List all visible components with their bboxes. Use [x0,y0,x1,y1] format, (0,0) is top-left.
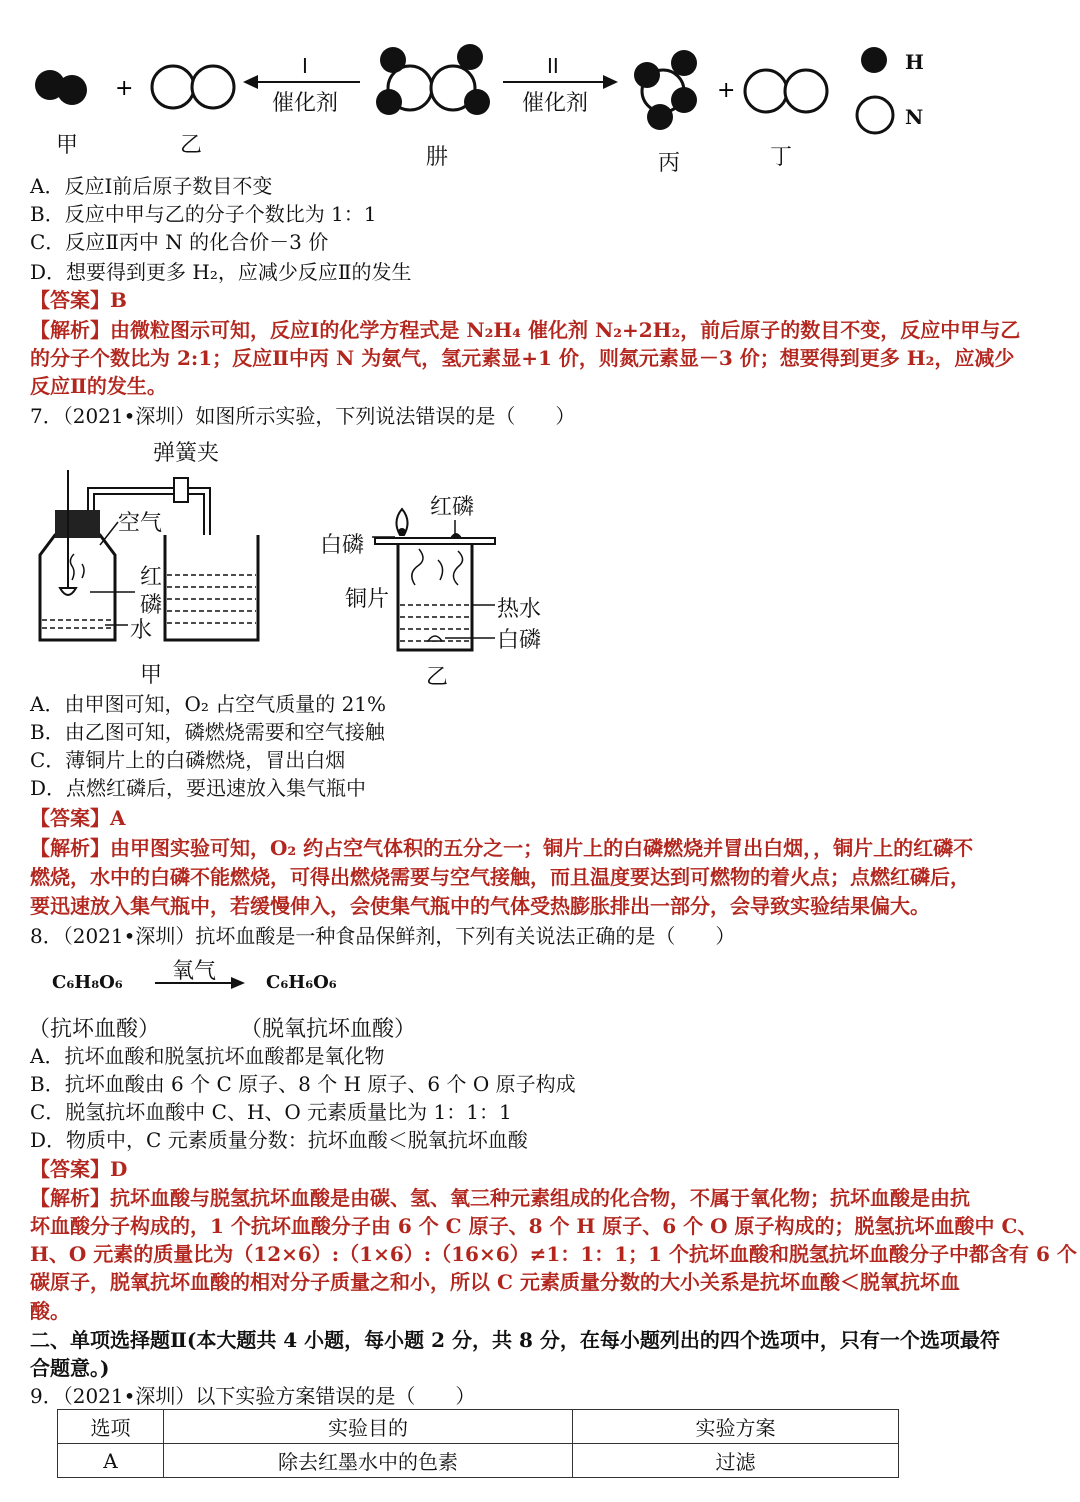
legend-n-label: N [905,105,924,129]
q7-analysis-line-2: 燃烧，水中的白磷不能燃烧，可得出燃烧需要与空气接触，而且温度要达到可燃物的着火点；点燃红磷后， [30,865,970,889]
label-hot-water: 热水 [497,597,542,622]
label-red-p-1: 红 [140,565,163,590]
q6-analysis-line-2: 的分子个数比为 2:1；反应Ⅱ中丙 N 为氨气，氢元素显+1 价，则氮元素显－3 价；想要得到更多 H₂，应减少 [30,346,1015,370]
label-copper: 铜片 [345,587,390,612]
q6-option-d: D．想要得到更多 H₂，应减少反应Ⅱ的发生 [30,260,412,284]
arrow2-roman: II [547,54,559,78]
label-red-p-2: 磷 [140,593,163,618]
legend-h-label: H [905,50,924,74]
molecule-yi [152,66,234,108]
cell-option: A [58,1444,164,1478]
q6-analysis-line-3: 反应Ⅱ的发生。 [30,374,167,398]
header-option: 选项 [58,1410,164,1444]
q7-stem: 7．（2021•深圳）如图所示实验，下列说法错误的是（ ） [30,404,576,428]
label-yi: 乙 [180,133,203,158]
table-row [58,1444,899,1478]
cell-purpose: 除去红墨水中的色素 [164,1444,573,1478]
cell-method: 过滤 [573,1444,899,1478]
label-jing: 肼 [426,145,449,170]
q6-analysis-line-1: 【解析】由微粒图示可知，反应Ⅰ的化学方程式是 N₂H₄ 催化剂 N₂+2H₂，前后原子的数目不变，反应中甲与乙 [30,318,1021,342]
header-method: 实验方案 [573,1410,899,1444]
label-clamp: 弹簧夹 [153,441,220,466]
q8-analysis-line-5: 酸。 [30,1299,70,1323]
q7-analysis-line-1: 【解析】由甲图实验可知，O₂ 约占空气体积的五分之一；铜片上的白磷燃烧并冒出白烟，，铜片上的红磷不 [30,836,974,860]
q6-option-c: C．反应Ⅱ丙中 N 的化合价－3 价 [30,230,329,254]
molecule-ding [745,70,827,112]
section2-heading-line-1: 二、单项选择题Ⅱ(本大题共 4 小题，每小题 2 分，共 8 分，在每小题列出的四个选项中，只有一个选项最符 [30,1328,1000,1352]
molecule-bing [634,50,697,130]
q8-analysis-line-3: H、O 元素的质量比为（12×6）:（1×6）:（16×6）≠1：1：1；1 个抗坏血酸和脱氢抗坏血酸分子中都含有 6 个 [30,1242,1077,1266]
section2-heading-line-2: 合题意。) [30,1356,110,1380]
q7-option-a: A．由甲图可知，O₂ 占空气质量的 21% [30,692,387,716]
q6-option-b: B．反应中甲与乙的分子个数比为 1：1 [30,202,377,226]
formula-dehydroascorbic: C₆H₆O₆ [266,972,337,993]
label-water: 水 [130,618,153,643]
label-ding: 丁 [770,145,793,170]
molecule-jing [376,44,490,115]
q8-analysis-line-2: 坏血酸分子构成的，1 个抗坏血酸分子由 6 个 C 原子、8 个 H 原子、6 个 O 原子构成的；脱氢抗坏血酸中 C、 [30,1214,1038,1238]
arrow1-catalyst: 催化剂 [272,91,339,116]
arrow-oxygen-label: 氧气 [172,959,217,984]
q7-option-c: C．薄铜片上的白磷燃烧，冒出白烟 [30,748,346,772]
plus-sign-2: + [717,78,736,103]
label-white-p-bottom: 白磷 [497,628,542,653]
arrow1-roman: I [302,54,308,78]
label-fig-jia: 甲 [140,663,163,688]
plus-sign-1: + [115,76,134,101]
name-ascorbic: （抗坏血酸） [28,1017,161,1042]
formula-ascorbic: C₆H₈O₆ [52,972,123,993]
label-red-p: 红磷 [430,495,475,520]
q7-answer: 【答案】A [30,806,126,830]
q6-answer: 【答案】B [30,288,127,312]
legend-h-atom-icon [861,47,887,73]
q9-stem: 9．（2021•深圳）以下实验方案错误的是（ ） [30,1384,476,1408]
q6-option-a: A．反应Ⅰ前后原子数目不变 [30,174,273,198]
q8-option-a: A．抗坏血酸和脱氢抗坏血酸都是氧化物 [30,1044,385,1068]
name-dehydroascorbic: （脱氧抗坏血酸） [240,1017,417,1042]
legend-n-atom-icon [857,97,893,133]
q8-stem: 8．（2021•深圳）抗坏血酸是一种食品保鲜剂，下列有关说法正确的是（ ） [30,924,736,948]
q8-option-b: B．抗坏血酸由 6 个 C 原子、8 个 H 原子、6 个 O 原子构成 [30,1072,576,1096]
q7-option-b: B．由乙图可知，磷燃烧需要和空气接触 [30,720,385,744]
table-header-row [58,1410,899,1444]
label-air: 空气 [118,511,163,536]
q7-analysis-line-3: 要迅速放入集气瓶中，若缓慢伸入，会使集气瓶中的气体受热膨胀排出一部分，会导致实验结果偏大。 [30,894,930,918]
header-purpose: 实验目的 [164,1410,573,1444]
q9-options-table [57,1409,899,1478]
molecule-jia [35,70,87,105]
q8-analysis-line-4: 碳原子，脱氧抗坏血酸的相对分子质量之和小，所以 C 元素质量分数的大小关系是抗坏血酸＜脱氧抗坏血 [30,1270,960,1294]
q8-option-d: D．物质中，C 元素质量分数：抗坏血酸＜脱氧抗坏血酸 [30,1128,528,1152]
q8-option-c: C．脱氢抗坏血酸中 C、H、O 元素质量比为 1：1：1 [30,1100,512,1124]
q7-option-d: D．点燃红磷后，要迅速放入集气瓶中 [30,776,367,800]
q8-analysis-line-1: 【解析】抗坏血酸与脱氢抗坏血酸是由碳、氢、氧三种元素组成的化合物，不属于氧化物；抗坏血酸是由抗 [30,1186,970,1210]
label-bing: 丙 [658,151,681,176]
q8-answer: 【答案】D [30,1157,128,1181]
label-fig-yi: 乙 [426,665,449,690]
q8-reaction-arrow [155,975,250,991]
arrow2-catalyst: 催化剂 [522,91,589,116]
label-jia: 甲 [56,133,79,158]
label-white-p-top: 白磷 [320,533,365,558]
